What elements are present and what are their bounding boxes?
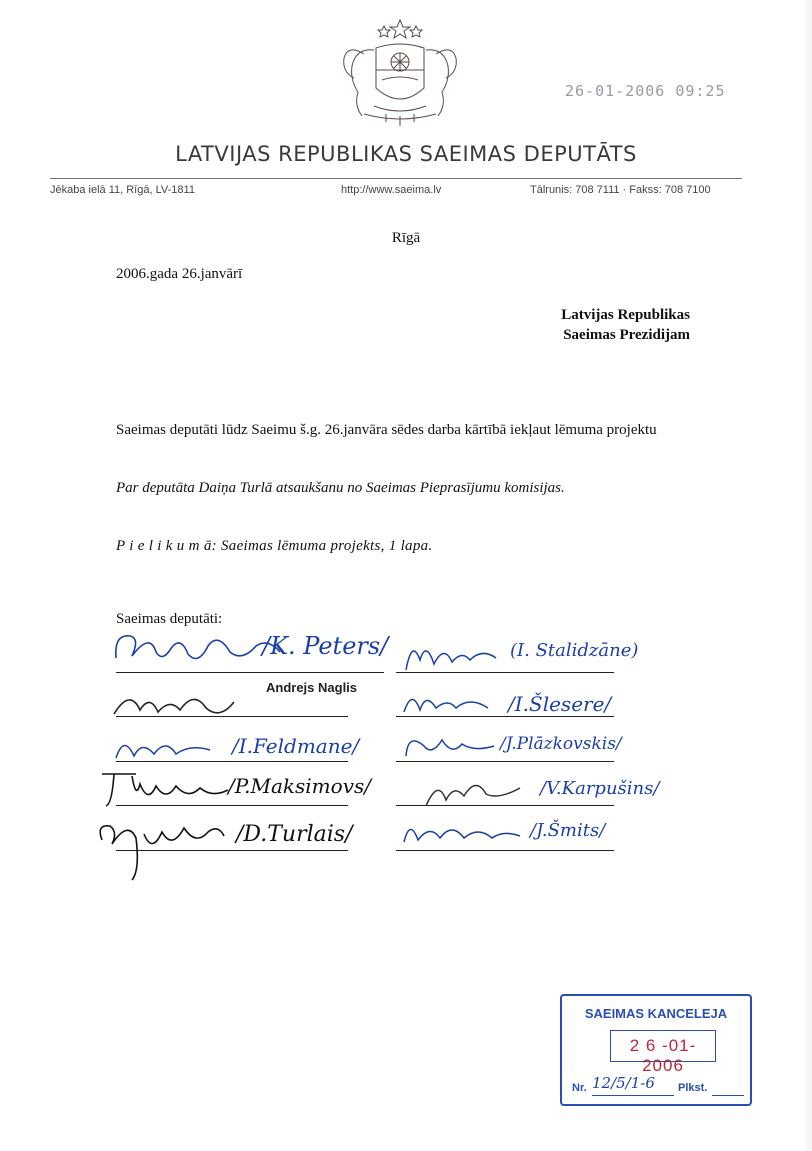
signers-label: Saeimas deputāti: — [116, 611, 223, 627]
signature-scribble — [92, 810, 232, 884]
signature-scribble — [420, 770, 530, 814]
signature-name: /I.Feldmane/ — [232, 734, 360, 758]
signature-name: /P.Maksimovs/ — [228, 774, 371, 798]
recipient-line-1: Latvijas Republikas — [561, 307, 690, 323]
subject-line: Par deputāta Daiņa Turlā atsaukšanu no Saeimas Pieprasījumu komisijas. — [116, 480, 565, 496]
date: 2006.gada 26.janvārī — [116, 266, 243, 282]
body-paragraph: Saeimas deputāti lūdz Saeimu š.g. 26.janvāra sēdes darba kārtībā iekļaut lēmuma projektu — [116, 422, 657, 438]
stamp-number-underline — [592, 1095, 674, 1096]
signature-name: /K. Peters/ — [262, 632, 389, 660]
signature-scribble — [400, 630, 510, 676]
stamp-number-label: Nr. — [572, 1082, 587, 1094]
letterhead-title: LATVIJAS REPUBLIKAS SAEIMAS DEPUTĀTS — [175, 142, 637, 166]
signature-scribble — [110, 728, 220, 768]
signature-scribble — [110, 684, 240, 724]
letterhead-divider — [50, 178, 742, 179]
signature-scribble-2 — [396, 684, 496, 724]
place: Rīgā — [391, 230, 421, 246]
typed-signer-name: Andrejs Naglis — [266, 680, 358, 695]
signature-name: (I. Stalidzāne) — [510, 640, 639, 661]
received-timestamp: 26-01-2006 09:25 — [565, 82, 726, 100]
signature-name: /J.Plāzkovskis/ — [500, 734, 622, 754]
stamp-date-box — [610, 1030, 716, 1075]
recipient — [520, 305, 690, 345]
letterhead-website: http://www.saeima.lv — [341, 184, 442, 196]
signature-scribble — [396, 812, 526, 856]
recipient-line-2: Saeimas Prezidijam — [563, 327, 690, 343]
chancery-stamp — [560, 994, 752, 1106]
letterhead-address: Jēkaba ielā 11, Rīgā, LV-1811 — [50, 184, 195, 196]
stamp-number-value: 12/5/1-6 — [592, 1074, 655, 1092]
stamp-date: 2 6 -01- 2006 — [629, 1036, 697, 1075]
page-edge — [802, 0, 812, 1151]
stamp-title: SAEIMAS KANCELEJA — [584, 1006, 728, 1021]
coat-of-arms-emblem — [334, 18, 466, 128]
signature-scribble — [398, 726, 508, 766]
signature-name: /D.Turlais/ — [236, 822, 353, 847]
letterhead-phone-fax: Tālrunis: 708 7111 · Fakss: 708 7100 — [530, 184, 711, 196]
signature-scribble — [96, 764, 236, 810]
attachment-line: P i e l i k u m ā: Saeimas lēmuma projekts, 1 lapa. — [116, 538, 433, 554]
signature-name: /J.Šmits/ — [530, 820, 606, 841]
stamp-time-underline — [712, 1095, 744, 1096]
signature-name: /V.Karpušins/ — [540, 778, 660, 799]
stamp-time-label: Plkst. — [678, 1082, 708, 1094]
signature-name: /I.Šlesere/ — [508, 692, 612, 716]
